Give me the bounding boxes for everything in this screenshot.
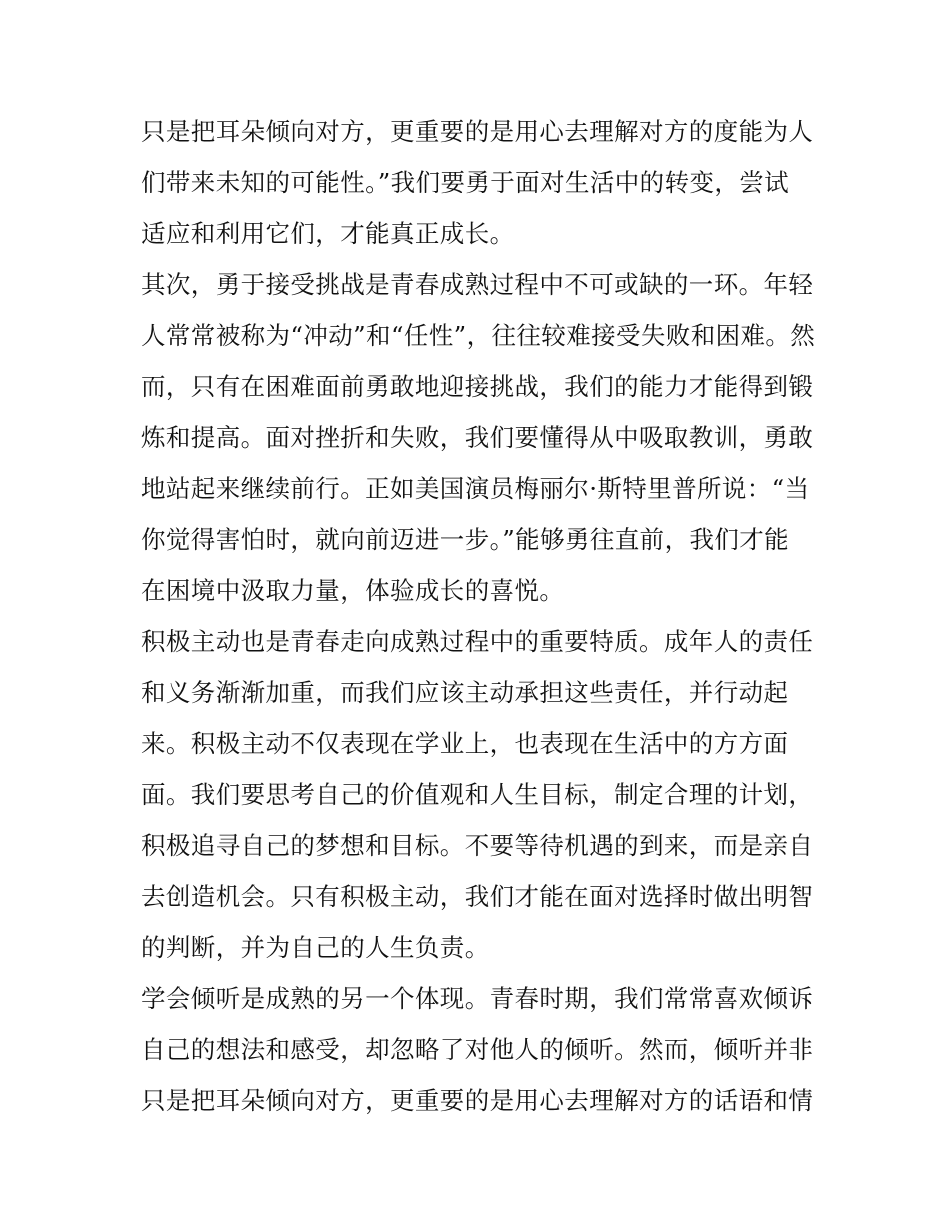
text-line: 和义务渐渐加重，而我们应该主动承担这些责任，并行动起 xyxy=(141,678,789,707)
text-line: 学会倾听是成熟的另一个体现。青春时期，我们常常喜欢倾诉 xyxy=(141,984,814,1013)
text-line: 面。我们要思考自己的价值观和人生目标，制定合理的计划， xyxy=(141,780,814,809)
text-line: 其次，勇于接受挑战是青春成熟过程中不可或缺的一环。年轻 xyxy=(141,270,814,299)
text-line: 适应和利用它们，才能真正成长。 xyxy=(141,219,515,248)
text-line: 而，只有在困难面前勇敢地迎接挑战，我们的能力才能得到锻 xyxy=(141,372,814,401)
text-line: 自己的想法和感受，却忽略了对他人的倾听。然而，倾听并非 xyxy=(141,1035,814,1064)
text-line: 来。积极主动不仅表现在学业上，也表现在生活中的方方面 xyxy=(141,729,789,758)
text-line: 在困境中汲取力量，体验成长的喜悦。 xyxy=(141,576,565,605)
text-line: 积极主动也是青春走向成熟过程中的重要特质。成年人的责任 xyxy=(141,627,814,656)
body-text xyxy=(141,106,821,1126)
text-line: 只是把耳朵倾向对方，更重要的是用心去理解对方的话语和情 xyxy=(141,1086,814,1115)
text-line: 们带来未知的可能性。”我们要勇于面对生活中的转变，尝试 xyxy=(141,168,790,197)
text-line: 地站起来继续前行。正如美国演员梅丽尔·斯特里普所说：“当 xyxy=(141,474,810,503)
text-line: 只是把耳朵倾向对方，更重要的是用心去理解对方的度能为人 xyxy=(141,117,814,146)
text-line: 你觉得害怕时，就向前迈进一步。”能够勇往直前，我们才能 xyxy=(141,525,790,554)
text-line: 人常常被称为“冲动”和“任性”，往往较难接受失败和困难。然 xyxy=(141,321,816,350)
text-line: 的判断，并为自己的人生负责。 xyxy=(141,933,490,962)
text-line: 积极追寻自己的梦想和目标。不要等待机遇的到来，而是亲自 xyxy=(141,831,814,860)
text-line: 炼和提高。面对挫折和失败，我们要懂得从中吸取教训，勇敢 xyxy=(141,423,814,452)
text-line: 去创造机会。只有积极主动，我们才能在面对选择时做出明智 xyxy=(141,882,814,911)
